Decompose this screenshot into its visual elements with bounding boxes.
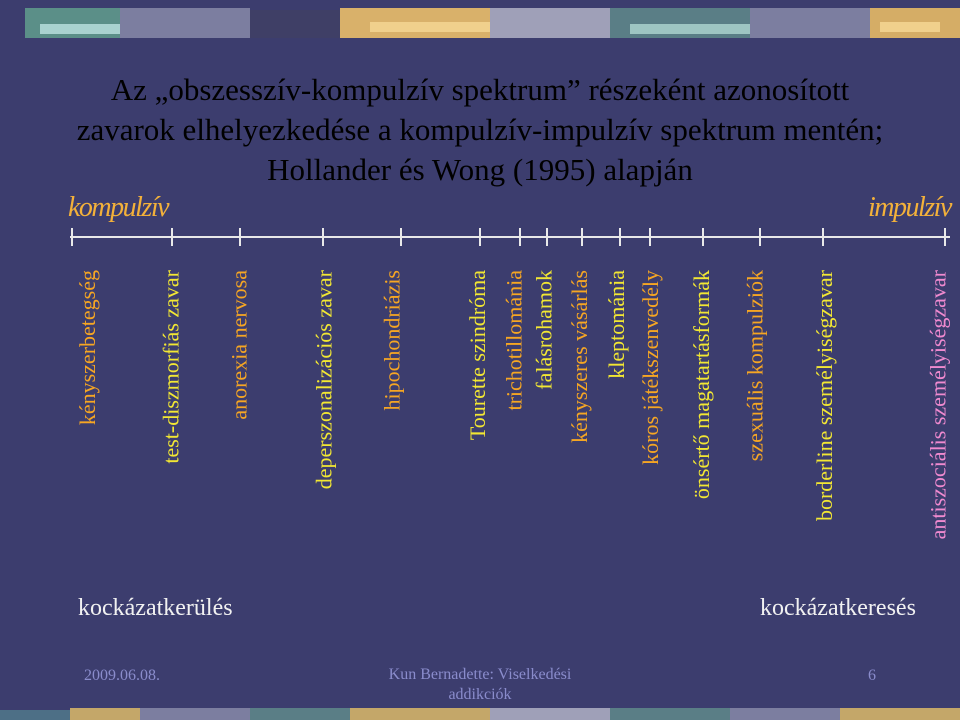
deco-block <box>250 10 340 38</box>
disorder-label-text: borderline személyiségzavar <box>812 270 837 522</box>
footer-author-line1: Kun Bernadette: Viselkedési <box>388 666 572 683</box>
axis-tick <box>702 228 704 246</box>
disorder-label-text: trichotillománia <box>502 270 527 411</box>
top-decorative-band <box>0 0 960 40</box>
footer-page-number: 6 <box>868 667 876 684</box>
disorder-label-text: antiszociális személyiségzavar <box>925 270 950 540</box>
spectrum-axis <box>70 236 950 238</box>
disorder-label-text: deperszonalizációs zavar <box>311 270 336 490</box>
deco-block <box>750 8 870 38</box>
footer-author-line2: addikciók <box>448 686 512 703</box>
disorder-label-text: kényszeres vásárlás <box>567 270 592 443</box>
axis-tick <box>581 228 583 246</box>
axis-tick <box>71 228 73 246</box>
deco-block <box>630 24 750 34</box>
right-risk-label: kockázatkeresés <box>760 595 916 621</box>
axis-tick <box>322 228 324 246</box>
disorder-label-text: kényszerbetegség <box>75 270 100 426</box>
deco-block <box>40 24 120 34</box>
deco-block <box>840 708 960 720</box>
deco-block <box>120 8 250 38</box>
axis-tick <box>519 228 521 246</box>
left-risk-label: kockázatkerülés <box>78 595 233 621</box>
axis-tick <box>546 228 548 246</box>
deco-block <box>350 708 490 720</box>
disorder-label-text: kleptománia <box>604 270 629 379</box>
disorder-label-text: test-diszmorfiás zavar <box>159 270 184 464</box>
deco-block <box>140 708 250 720</box>
axis-tick <box>759 228 761 246</box>
disorder-label-text: kóros játékszenvedély <box>638 270 663 465</box>
left-pole-label: kompulzív <box>68 192 169 223</box>
axis-tick <box>619 228 621 246</box>
deco-block <box>0 710 70 720</box>
axis-tick <box>649 228 651 246</box>
axis-tick <box>822 228 824 246</box>
axis-tick <box>400 228 402 246</box>
right-pole-label: impulzív <box>868 192 951 223</box>
deco-block <box>70 708 140 720</box>
axis-tick <box>239 228 241 246</box>
deco-block <box>610 708 730 720</box>
footer-date: 2009.06.08. <box>84 667 160 684</box>
bottom-decorative-band <box>0 694 960 720</box>
slide-title: Az „obszesszív-kompulzív spektrum” részeként azonosított zavarok elhelyezkedése a kompulzív-impulzív spektrum mentén; Hollander és Wong (1995) alapján <box>76 72 884 187</box>
deco-block <box>370 22 490 32</box>
disorder-label-text: falásrohamok <box>532 270 557 390</box>
disorder-label-text: szexuális kompulziók <box>742 270 767 462</box>
axis-tick <box>171 228 173 246</box>
deco-block <box>730 708 840 720</box>
disorder-label-text: Tourette szindróma <box>465 270 490 441</box>
disorder-label-text: anorexia nervosa <box>227 270 252 420</box>
axis-tick <box>479 228 481 246</box>
axis-tick <box>944 228 946 246</box>
deco-block <box>250 708 350 720</box>
deco-block <box>880 22 940 32</box>
disorder-label-text: önsértő magatartásformák <box>689 270 714 500</box>
deco-block <box>490 8 610 38</box>
disorder-label-text: hipochondriázis <box>380 270 405 411</box>
deco-block <box>490 708 610 720</box>
